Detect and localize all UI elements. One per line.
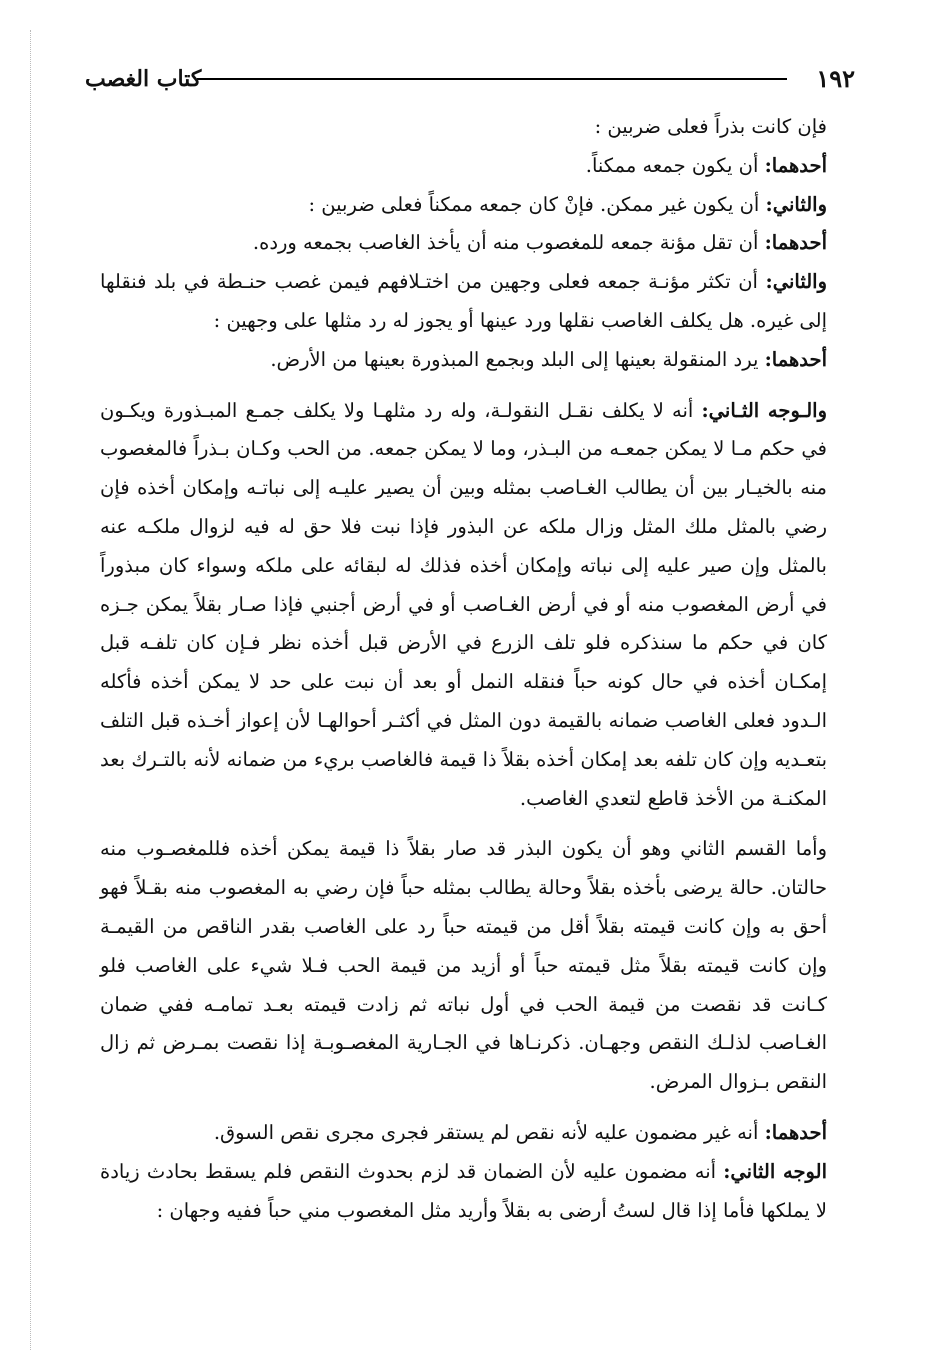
paragraph-intro: فإن كانت بذراً فعلى ضربين : bbox=[594, 115, 827, 138]
paragraph-first-view: أحدهما: يرد المنقولة بعينها إلى البلد وبجمع المبذورة بعينها من الأرض. bbox=[270, 347, 827, 371]
book-title: كتاب الغصب bbox=[85, 66, 202, 92]
paragraph-second-option: والثاني: أن يكون غير ممكن. فإنْ كان جمعه ممكناً فعلى ضربين : bbox=[308, 192, 827, 216]
paragraph-first-option: أحدهما: أن يكون جمعه ممكناً. bbox=[585, 153, 827, 177]
paragraph-first-aspect: أحدهما: أنه غير مضمون عليه لأنه نقص لم يستقر فجرى مجرى نقص السوق. bbox=[213, 1120, 827, 1144]
page-body bbox=[100, 108, 855, 1230]
page-number: ١٩٢ bbox=[816, 64, 855, 93]
paragraph-first-sub: أحدهما: أن تقل مؤنة جمعه للمغصوب منه أن يأخذ الغاصب بجمعه ورده. bbox=[252, 231, 827, 255]
header-rule bbox=[197, 78, 787, 80]
paragraph-second-aspect: الوجه الثاني: أنه مضمون عليه لأن الضمان قد لزم بحدوث النقص فلم يسقط بحادث زيادة لا يملكها فأما إذا قال لستُ أرضى به بقلاً وأريد مثل المغصوب مني حباً ففيه وجهان : bbox=[100, 1159, 827, 1222]
running-header bbox=[85, 64, 855, 98]
binding-margin-line bbox=[30, 30, 32, 1350]
paragraph-second-sub: والثاني: أن تكثر مؤنـة جمعه فعلى وجهين من اختـلافهم فيمن غصب حنـطة في بلد فنقلها إلى غيره. هل يكلف الغاصب نقلها ورد عينها أو يجوز له رد مثلها على وجهين : bbox=[100, 270, 828, 332]
paragraph-second-view: والـوجه الثـاني: أنه لا يكلف نقـل النقولـة، وله رد مثلهـا ولا يكلف جمـع المبـذورة ويكـون في حكم مـا لا يمكن جمعـه من البـذر، وما لا يمكن جمعه. من الحب وكـان بـذراً فالمغصوب منه بالخيـار بين أن يطالب الغـاصب بمثله وبين أن يصير عليـه إلى نباتـه وإمكان أخذه فإن رضي بالمثل ملك المثل وزال ملكه عن البذور فإذا نبت فلا حق له فيه لزوال ملكـه عنه بالمثل وإن صير عليه إلى نباته وإمكان أخذه فذلك له لبقائه على ملكه وسواء كان مبذوراً في أرض المغصوب منه أو في أرض الغـاصب أو في أرض أجنبي فإذا صـار بقلاً يمكن جـزه كان في حكم ما سنذكره فلو تلف الزرع في الأرض قبل أخذه نظر فـإن كان تلفـه قبل إمكـان أخذه في حال كونه حباً فنقله النمل أو بعد أن نبت على حد لا يمكن أخذه فأكله الـدود فعلى الغاصب ضمانه بالقيمة دون المثل في أكثـر أحوالهـا لأن إعواز أخـذه قبل التلف بتعـديه وإن كان تلفه بعد إمكان أخذه بقلاً ذا قيمة فالغاصب بريء من ضمانه لأنه بالتـرك بعد المكنـة من الأخذ قاطع لتعدي الغاصب. bbox=[100, 398, 828, 810]
paragraph-second-section: وأما القسم الثاني وهو أن يكون البذر قد صار بقلاً ذا قيمة يمكن أخذه فللمغصـوب منه حالتان. حالة يرضى بأخذه بقلاً وحالة يطالب بمثله حباً فإن رضي به المغصوب منه بقـلاً فهو أحق به وإن كانت قيمته بقلاً أقل من قيمته حباً رد على الغاصب بقدر الناقص من القيمـة وإن كانت قيمته بقلاً مثل قيمته حباً أو أزيد من قيمة الحب فـلا شيء على الغاصب فلو كـانت قد نقصت من قيمة الحب في أول نباته ثم زادت قيمته بعـد تمامـه ففي ضمان الغـاصب لذلـك النقص وجهـان. ذكرنـاها في الجـارية المغصـوبـة إذا نقصت بمـرض ثم زال النقص بـزوال المرض. bbox=[100, 837, 827, 1094]
